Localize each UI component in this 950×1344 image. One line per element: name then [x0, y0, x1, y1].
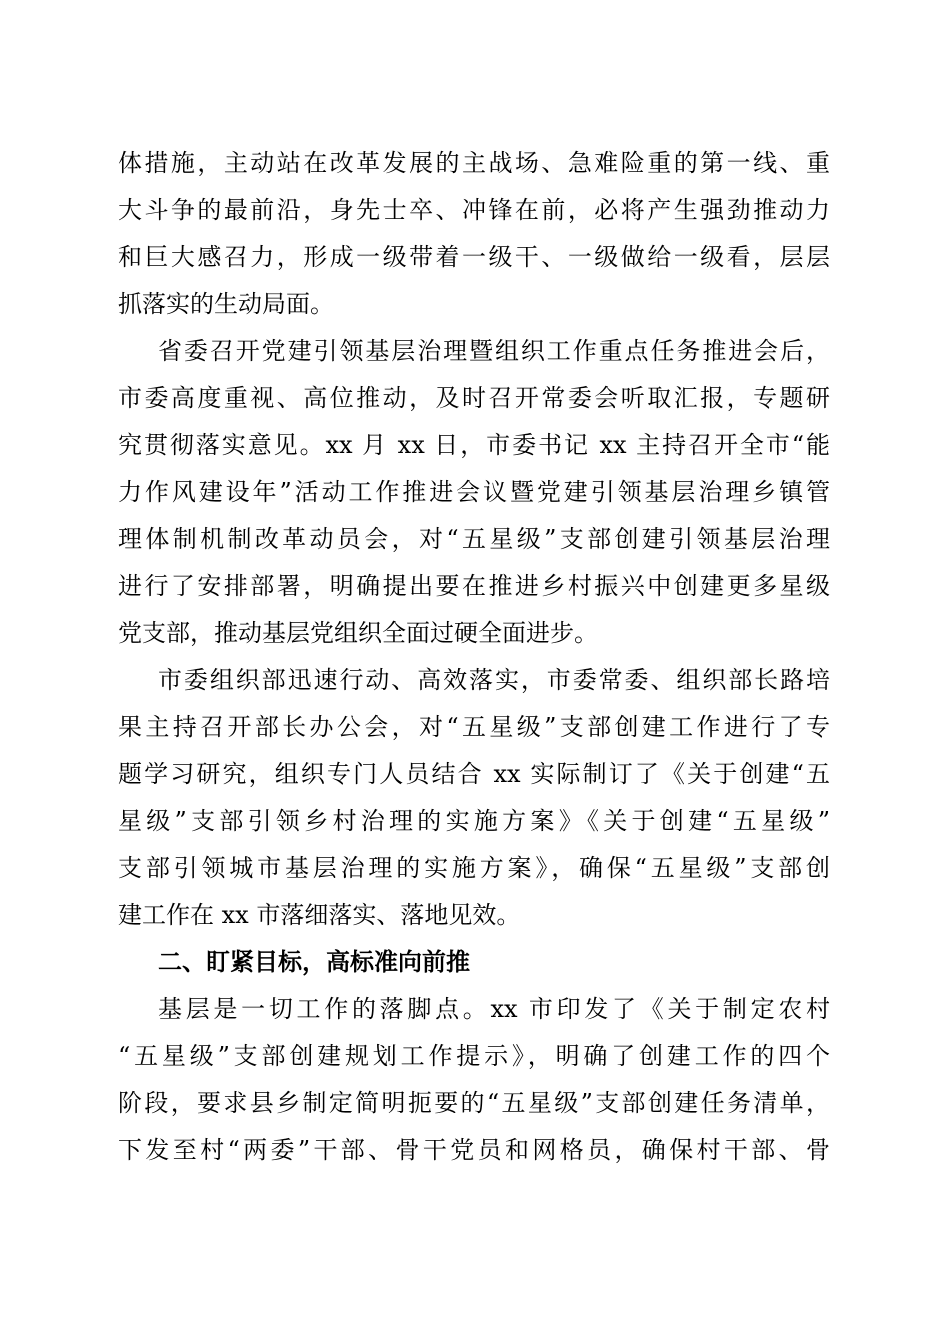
paragraph-line: 基层是一切工作的落脚点。xx 市印发了《关于制定农村	[158, 995, 830, 1023]
section-heading: 二、盯紧目标，高标准向前推	[158, 948, 470, 976]
paragraph-line: 进行了安排部署，明确提出要在推进乡村振兴中创建更多星级	[118, 572, 830, 600]
paragraph-line: 抓落实的生动局面。	[118, 290, 334, 318]
paragraph-line: 下发至村“两委”干部、骨干党员和网格员，确保村干部、骨	[118, 1136, 830, 1164]
paragraph-line: 市委高度重视、高位推动，及时召开常委会听取汇报，专题研	[118, 384, 830, 412]
paragraph-line: 和巨大感召力，形成一级带着一级干、一级做给一级看，层层	[118, 243, 830, 271]
paragraph-line: 果主持召开部长办公会，对“五星级”支部创建工作进行了专	[118, 713, 830, 741]
paragraph-2	[118, 328, 830, 657]
paragraph-line: 题学习研究，组织专门人员结合 xx 实际制订了《关于创建“五	[118, 760, 830, 788]
paragraph-line: 市委组织部迅速行动、高效落实，市委常委、组织部长路培	[158, 666, 830, 694]
paragraph-line: 省委召开党建引领基层治理暨组织工作重点任务推进会后，	[158, 337, 830, 365]
paragraph-line: 阶段，要求县乡制定简明扼要的“五星级”支部创建任务清单，	[118, 1089, 830, 1117]
paragraph-line: “五星级”支部创建规划工作提示》，明确了创建工作的四个	[118, 1042, 830, 1070]
paragraph-line: 星级”支部引领乡村治理的实施方案》《关于创建“五星级”	[118, 807, 830, 835]
paragraph-line: 党支部，推动基层党组织全面过硬全面进步。	[118, 619, 598, 647]
paragraph-3	[118, 657, 830, 939]
paragraph-line: 建工作在 xx 市落细落实、落地见效。	[118, 901, 521, 929]
paragraph-1	[118, 140, 830, 328]
paragraph-line: 支部引领城市基层治理的实施方案》，确保“五星级”支部创	[118, 854, 830, 882]
paragraph-line: 究贯彻落实意见。xx 月 xx 日，市委书记 xx 主持召开全市“能	[118, 431, 830, 459]
paragraph-line: 体措施，主动站在改革发展的主战场、急难险重的第一线、重	[118, 149, 830, 177]
paragraph-line: 大斗争的最前沿，身先士卒、冲锋在前，必将产生强劲推动力	[118, 196, 830, 224]
paragraph-4	[118, 986, 830, 1174]
paragraph-line: 理体制机制改革动员会，对“五星级”支部创建引领基层治理	[118, 525, 830, 553]
document-page	[118, 140, 830, 1174]
paragraph-line: 力作风建设年”活动工作推进会议暨党建引领基层治理乡镇管	[118, 478, 830, 506]
